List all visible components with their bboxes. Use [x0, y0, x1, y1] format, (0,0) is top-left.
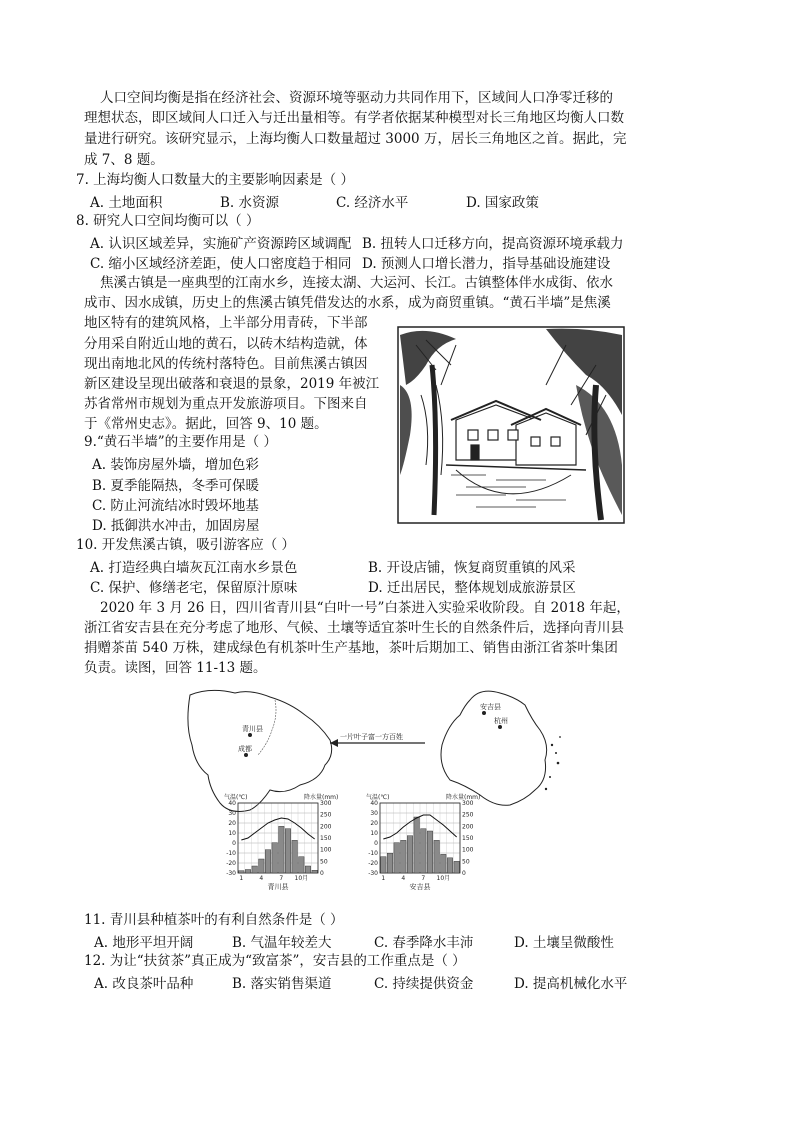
month-tick-label: 7	[279, 875, 284, 882]
zhejiang-label-anji: 安吉县	[480, 703, 501, 711]
jiaoxi-town-sketch	[396, 325, 626, 525]
temp-tick-label: 0	[232, 840, 236, 847]
chart-caption: 安吉县	[409, 883, 431, 891]
month-tick-label: 4	[401, 875, 406, 882]
precip-bar	[272, 843, 277, 873]
precip-bar	[305, 866, 310, 873]
passage1-line2: 理想状态，即区域间人口迁入与迁出量相等。有学者依据某种模型对长三角地区均衡人口数	[84, 110, 624, 126]
q7-option-a[interactable]: A. 土地面积	[90, 195, 163, 211]
sichuan-label-qingchuan: 青川县	[242, 725, 263, 733]
temp-tick-label: -20	[368, 860, 378, 867]
temp-tick-label: 0	[374, 840, 378, 847]
q8-option-a[interactable]: A. 认识区域差异，实施矿产资源跨区域调配	[90, 236, 352, 252]
arrow-label: 一片叶子富一方百姓	[340, 733, 403, 741]
q9-option-c[interactable]: C. 防止河流结冰时毁坏地基	[92, 498, 259, 514]
q12-stem: 12. 为让“扶贫茶”真正成为“致富茶”，安吉县的工作重点是（ ）	[84, 953, 466, 969]
precip-tick-label: 200	[462, 823, 474, 831]
month-tick-label: 4	[259, 875, 264, 882]
q11-option-a[interactable]: A. 地形平坦开阔	[94, 935, 194, 951]
temp-tick-label: 40	[228, 800, 236, 807]
month-tick-label: 1	[239, 875, 244, 882]
precip-bar	[381, 857, 386, 873]
precip-bar	[427, 831, 432, 873]
q9-stem: 9.“黄石半墙”的主要作用是（ ）	[84, 434, 277, 450]
precip-tick-label: 0	[462, 870, 466, 877]
precip-tick-label: 0	[320, 870, 324, 877]
month-tick-label: 10月	[294, 875, 309, 882]
q10-option-b[interactable]: B. 开设店铺，恢复商贸重镇的风采	[368, 560, 576, 576]
q7-option-c[interactable]: C. 经济水平	[336, 195, 409, 211]
temp-tick-label: -10	[368, 850, 378, 857]
q12-option-a[interactable]: A. 改良茶叶品种	[94, 976, 194, 992]
precip-axis-title: 降水量(mm)	[446, 794, 481, 801]
precip-bar	[285, 829, 290, 873]
temp-axis-title: 气温(℃)	[366, 794, 390, 801]
passage3-line2: 浙江省安吉县在充分考虑了地形、气候、土壤等适宜茶叶生长的自然条件后，选择向青川县	[84, 620, 624, 636]
q9-option-d[interactable]: D. 抵御洪水冲击，加固房屋	[92, 518, 260, 534]
precip-tick-label: 50	[320, 858, 328, 866]
precip-tick-label: 150	[462, 835, 474, 842]
precip-bar	[265, 850, 270, 873]
temp-tick-label: 10	[370, 830, 378, 837]
chart-caption: 青川县	[267, 883, 289, 891]
q7-stem: 7. 上海均衡人口数量大的主要影响因素是（ ）	[76, 172, 354, 188]
temp-tick-label: -20	[226, 860, 236, 867]
q12-option-d[interactable]: D. 提高机械化水平	[514, 976, 628, 992]
precip-bar	[387, 853, 392, 873]
precip-bar	[259, 859, 264, 873]
temp-tick-label: -10	[226, 850, 236, 857]
precip-bar	[454, 861, 459, 873]
q8-option-c[interactable]: C. 缩小区域经济差距，使人口密度趋于相同	[90, 256, 352, 272]
month-tick-label: 10月	[436, 875, 451, 882]
passage1-line3: 量进行研究。该研究显示，上海均衡人口数量超过 3000 万，居长三角地区之首。据此，完	[84, 131, 627, 147]
precip-tick-label: 250	[320, 811, 332, 819]
passage3-line3: 捐赠茶苗 540 万株，建成绿色有机茶叶生产基地，茶叶后期加工、销售由浙江省茶叶集团	[84, 640, 618, 656]
passage1-line1: 人口空间均衡是指在经济社会、资源环境等驱动力共同作用下，区域间人口净零迁移的	[100, 90, 613, 106]
precip-bar	[299, 857, 304, 873]
precip-bar	[421, 829, 426, 873]
q11-option-b[interactable]: B. 气温年较差大	[232, 935, 332, 951]
q9-option-b[interactable]: B. 夏季能隔热，冬季可保暖	[92, 478, 260, 494]
precip-bar	[394, 843, 399, 873]
q10-stem: 10. 开发焦溪古镇，吸引游客应（ ）	[76, 537, 296, 553]
q7-option-d[interactable]: D. 国家政策	[466, 195, 539, 211]
temp-axis-title: 气温(℃)	[224, 794, 248, 801]
q10-option-d[interactable]: D. 迁出居民，整体规划成旅游景区	[368, 580, 576, 596]
passage2-line6: 新区建设呈现出破落和衰退的景象，2019 年被江	[84, 376, 380, 392]
precip-bar	[407, 836, 412, 873]
tea-figure	[180, 685, 600, 905]
passage2-line2: 成市、因水成镇，历史上的焦溪古镇凭借发达的水系，成为商贸重镇。“黄石半墙”是焦溪	[84, 295, 611, 311]
q7-option-b[interactable]: B. 水资源	[220, 195, 280, 211]
temp-tick-label: 40	[370, 800, 378, 807]
q8-option-d[interactable]: D. 预测人口增长潜力，指导基础设施建设	[362, 256, 611, 272]
temp-tick-label: 20	[370, 820, 378, 827]
zhejiang-label-hangzhou: 杭州	[494, 717, 508, 725]
q9-option-a[interactable]: A. 装饰房屋外墙，增加色彩	[92, 457, 259, 473]
precip-bar	[441, 854, 446, 873]
precip-tick-label: 300	[320, 800, 332, 807]
precip-bar	[279, 826, 284, 873]
precip-tick-label: 100	[462, 846, 474, 854]
q11-option-d[interactable]: D. 土壤呈微酸性	[514, 935, 614, 951]
temp-tick-label: 30	[370, 810, 378, 817]
precip-bar	[312, 870, 317, 873]
precip-bar	[434, 840, 439, 873]
passage2-line4: 分用采自附近山地的黄石，以砖木结构造就，体	[84, 336, 368, 352]
q8-option-b[interactable]: B. 扭转人口迁移方向，提高资源环境承载力	[362, 236, 624, 252]
precip-tick-label: 50	[462, 858, 470, 866]
precip-bar	[292, 840, 297, 873]
passage1-line4: 成 7、8 题。	[84, 152, 164, 168]
temp-tick-label: 30	[228, 810, 236, 817]
temp-tick-label: -30	[226, 870, 236, 877]
precip-axis-title: 降水量(mm)	[304, 794, 339, 801]
q11-stem: 11. 青川县种植茶叶的有利自然条件是（ ）	[84, 912, 344, 928]
q12-option-b[interactable]: B. 落实销售渠道	[232, 976, 332, 992]
passage3-line1: 2020 年 3 月 26 日，四川省青川县“白叶一号”白茶进入实验采收阶段。自 2018 年起，	[100, 600, 630, 616]
temp-tick-label: 20	[228, 820, 236, 827]
sichuan-label-chengdu: 成都	[238, 745, 252, 753]
q11-option-c[interactable]: C. 春季降水丰沛	[374, 935, 474, 951]
passage2-line5: 现出南地北风的传统村落特色。目前焦溪古镇因	[84, 356, 368, 372]
temp-tick-label: 10	[228, 830, 236, 837]
precip-tick-label: 200	[320, 823, 332, 831]
climate-chart-anji	[366, 793, 480, 891]
precip-tick-label: 150	[320, 835, 332, 842]
passage2-line3: 地区特有的建筑风格，上半部分用青砖，下半部	[84, 315, 368, 331]
passage2-line8: 于《常州史志》。据此，回答 9、10 题。	[84, 416, 328, 432]
precip-bar	[245, 870, 250, 874]
precip-tick-label: 250	[462, 811, 474, 819]
month-tick-label: 7	[421, 875, 426, 882]
precip-bar	[447, 858, 452, 873]
precip-tick-label: 100	[320, 846, 332, 854]
month-tick-label: 1	[381, 875, 386, 882]
precip-bar	[414, 817, 419, 873]
precip-tick-label: 300	[462, 800, 474, 807]
q8-stem: 8. 研究人口空间均衡可以（ ）	[76, 213, 260, 229]
precip-bar	[401, 840, 406, 873]
q10-option-c[interactable]: C. 保护、修缮老宅，保留原汁原味	[90, 580, 298, 596]
q10-option-a[interactable]: A. 打造经典白墙灰瓦江南水乡景色	[90, 560, 298, 576]
precip-bar	[239, 871, 244, 873]
q12-option-c[interactable]: C. 持续提供资金	[374, 976, 474, 992]
passage2-line1: 焦溪古镇是一座典型的江南水乡，连接太湖、大运河、长江。古镇整体伴水成街、依水	[100, 275, 613, 291]
passage2-line7: 苏省常州市规划为重点开发旅游项目。下图来自	[84, 396, 368, 412]
climate-chart-qingchuan	[224, 793, 338, 891]
passage3-line4: 负责。读图，回答 11-13 题。	[84, 660, 267, 676]
temp-tick-label: -30	[368, 870, 378, 877]
precip-bar	[252, 866, 257, 873]
